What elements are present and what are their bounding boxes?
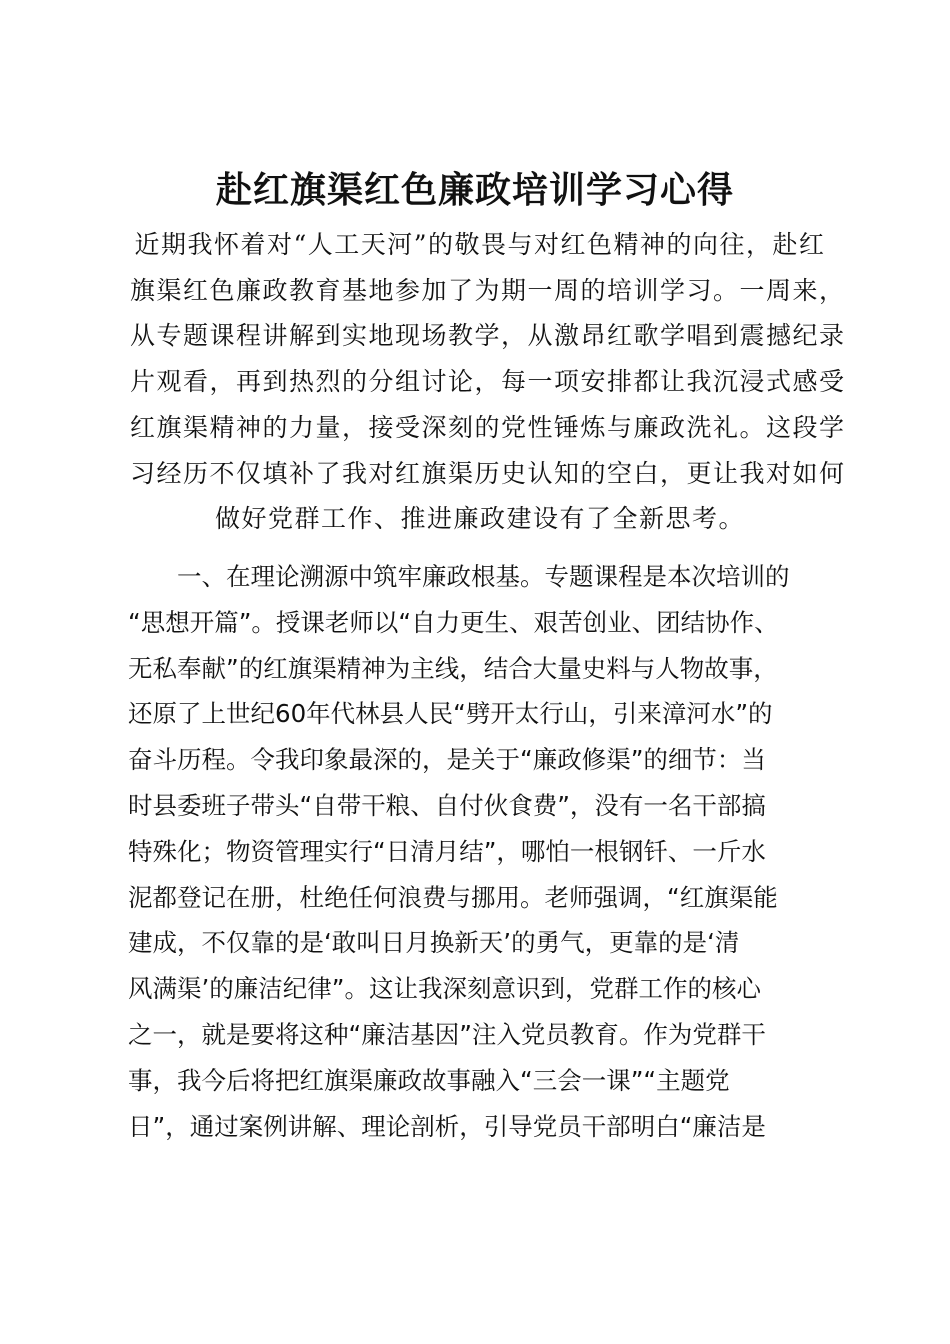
body-line: 泥都登记在册，杜绝任何浪费与挪用。老师强调，“红旗渠能: [128, 882, 778, 912]
intro-line: 习经历不仅填补了我对红旗渠历史认知的空白，更让我对如何: [130, 458, 846, 488]
document-title: 赴红旗渠红色廉政培训学习心得: [215, 169, 734, 211]
body-line: 事，我今后将把红旗渠廉政故事融入“三会一课”“主题党: [128, 1065, 730, 1095]
body-line: 特殊化；物资管理实行“日清月结”，哪怕一根钢钎、一斤水: [128, 836, 766, 866]
body-paragraph: [128, 554, 834, 1149]
section-heading-line: 一、在理论溯源中筑牢廉政根基。专题课程是本次培训的: [177, 562, 790, 591]
intro-paragraph: [130, 222, 846, 542]
body-line: 奋斗历程。令我印象最深的，是关于“廉政修渠”的细节：当: [128, 745, 766, 775]
intro-line: 片观看，再到热烈的分组讨论，每一项安排都让我沉浸式感受: [130, 367, 846, 397]
body-line: 之一，就是要将这种“廉洁基因”注入党员教育。作为党群干: [128, 1019, 766, 1049]
body-line: 时县委班子带头“自带干粮、自付伙食费”，没有一名干部搞: [128, 790, 766, 820]
intro-line: 红旗渠精神的力量，接受深刻的党性锤炼与廉政洗礼。这段学: [130, 412, 846, 442]
intro-line: 做好党群工作、推进廉政建设有了全新思考。: [214, 504, 745, 534]
body-line: 还原了上世纪60年代林县人民“劈开太行山，引来漳河水”的: [128, 699, 773, 729]
body-line: 无私奉献”的红旗渠精神为主线，结合大量史料与人物故事，: [128, 653, 778, 683]
body-line: 风满渠’的廉洁纪律”。这让我深刻意识到，党群工作的核心: [128, 974, 761, 1004]
body-line: 日”，通过案例讲解、理论剖析，引导党员干部明白“廉洁是: [128, 1111, 766, 1141]
intro-line: 旗渠红色廉政教育基地参加了为期一周的培训学习。一周来，: [130, 275, 846, 305]
body-line: 建成，不仅靠的是‘敢叫日月换新天’的勇气，更靠的是‘清: [128, 928, 740, 958]
body-line: “思想开篇”。授课老师以“自力更生、艰苦创业、团结协作、: [128, 607, 779, 637]
intro-line: 近期我怀着对“人工天河”的敬畏与对红色精神的向往，赴红: [134, 230, 826, 259]
intro-line: 从专题课程讲解到实地现场教学，从激昂红歌学唱到震撼纪录: [130, 321, 846, 351]
